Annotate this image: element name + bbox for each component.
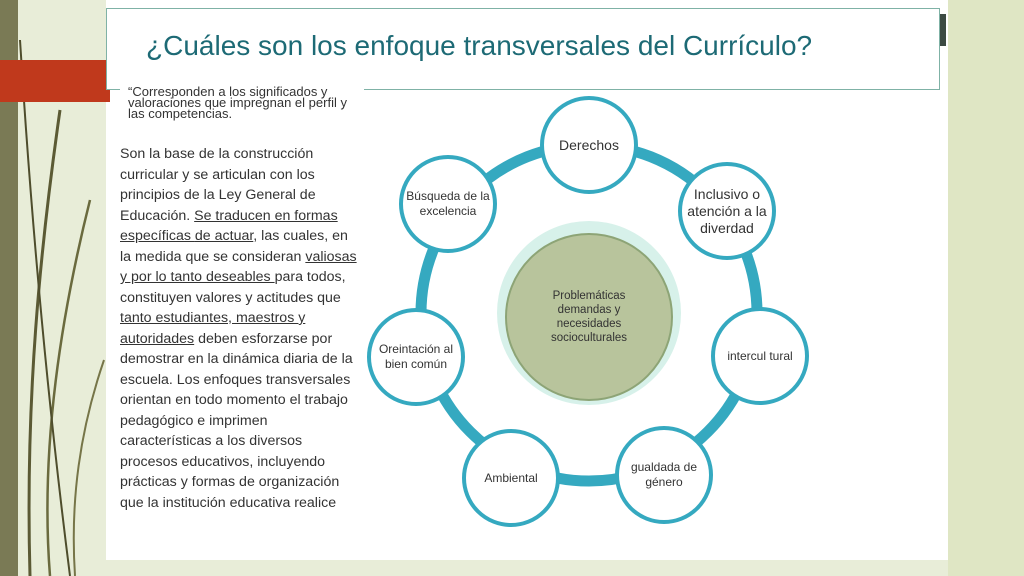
body-text-segment: para todos, constituyen valores y actitudes que (120, 269, 346, 306)
cycle-node-label: Búsqueda de la excelencia (406, 189, 490, 218)
cycle-node-label: Derechos (559, 136, 619, 153)
body-text-segment: , las cuales, en la medida que se consideran (120, 228, 348, 265)
center-label: Problemáticas demandas y necesidades socioculturales (550, 290, 628, 344)
cycle-node-label: Ambiental (484, 470, 538, 485)
cycle-node-label: gualdada de género (630, 460, 698, 489)
quote-text: “Corresponden a los significados y valoraciones que impregnan el perfil y las competencias. (120, 84, 364, 121)
underlined-text: tanto estudiantes, maestros y autoridades (120, 310, 306, 347)
cycle-node-label: intercul tural (727, 348, 793, 363)
underlined-text: de actuar (194, 228, 254, 244)
body-text-segment: Son la base de la construcción curricular y se articulan con los principios de la Ley General de Educación. (120, 146, 316, 224)
underlined-text: Se traducen en formas específicas (120, 207, 338, 244)
page-title: ¿Cuáles son los enfoque transversales del Currículo? (146, 30, 813, 61)
cycle-node-label: Oreintación al bien común (378, 342, 454, 371)
underlined-text: valiosas y por lo tanto deseables (120, 248, 357, 285)
cycle-node-label: Inclusivo o atención a la diverdad (687, 185, 767, 236)
body-text-segment: deben esforzarse por demostrar en la dinámica diaria de la escuela. Los enfoques transversales orientan en todo momento el trabajo pedagógico e imprimen características a los diversos procesos educativos, incluyendo prácticas y formas de organización que la institución educativa realice (120, 330, 353, 511)
